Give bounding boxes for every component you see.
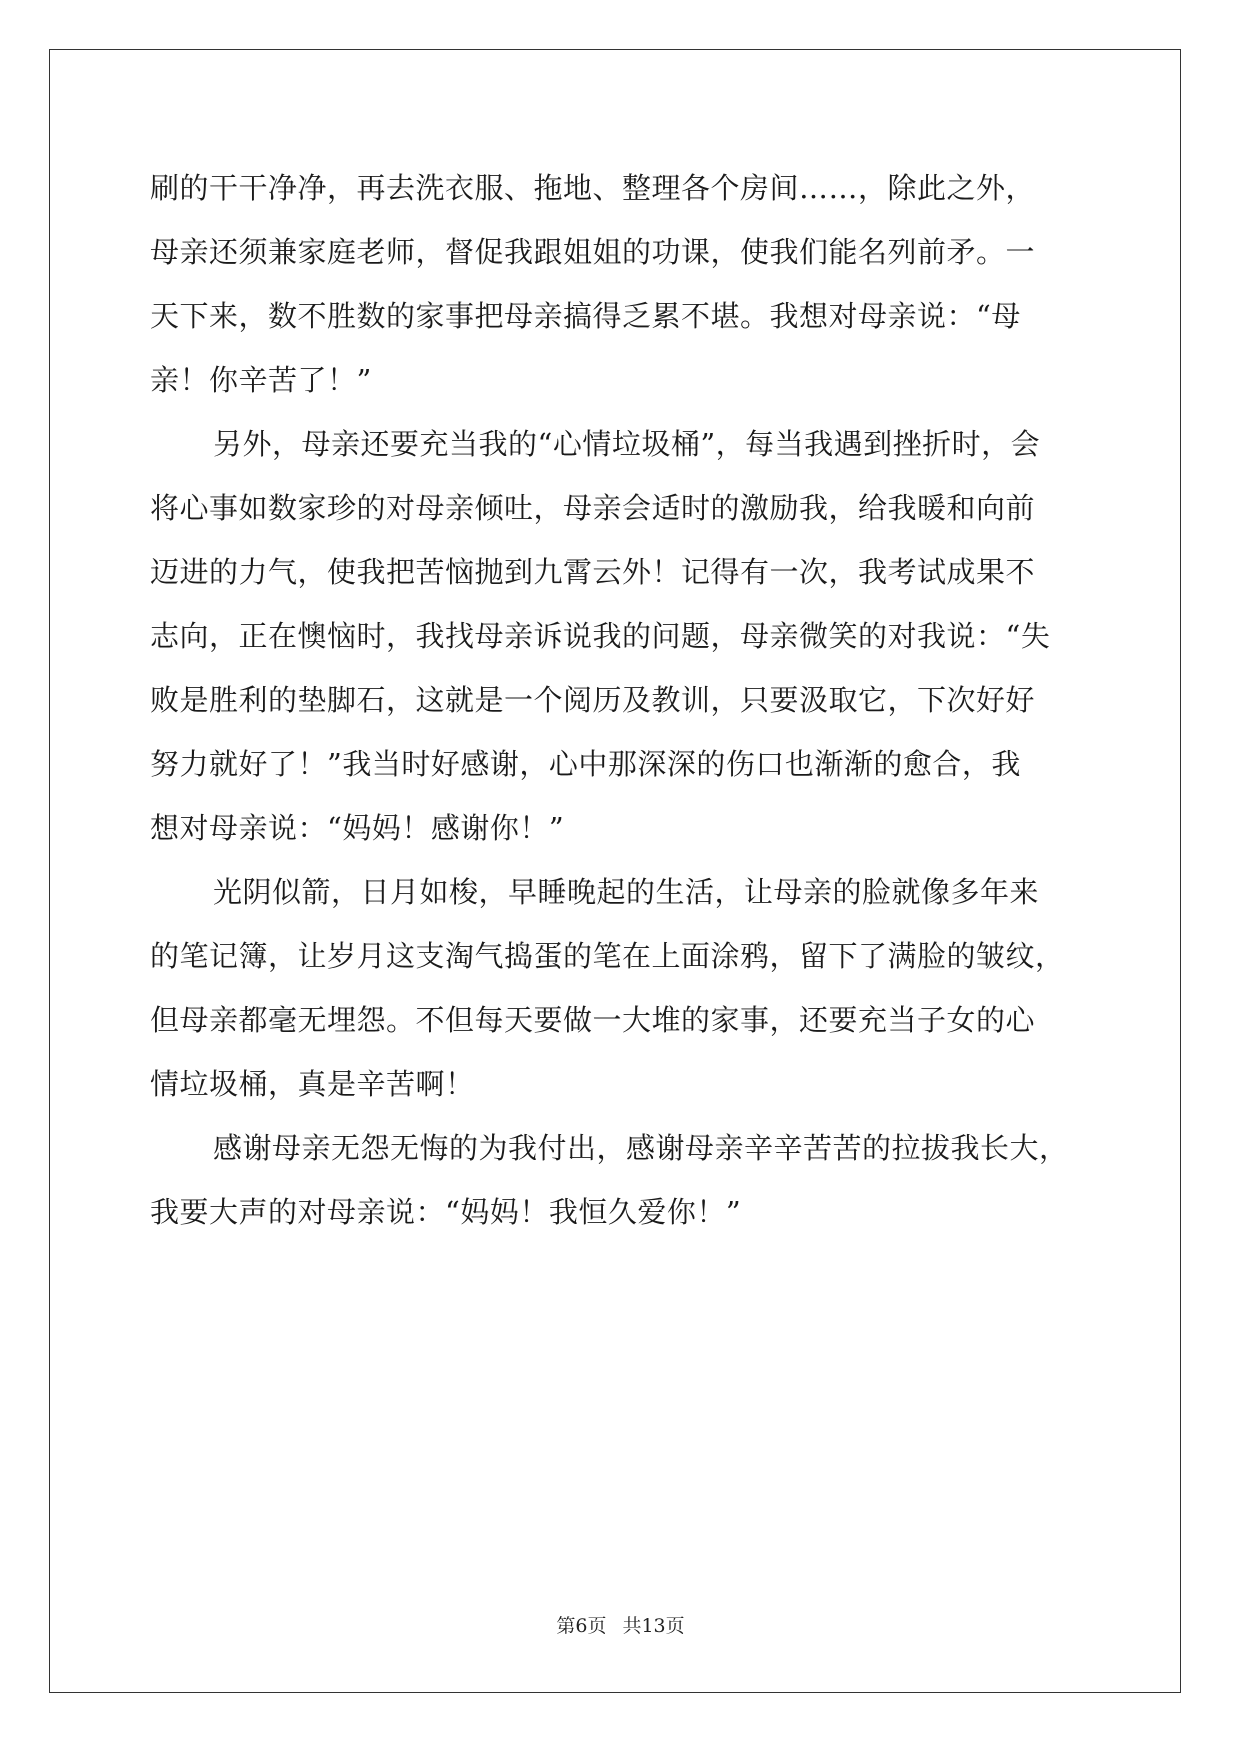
paragraph-first-line: 另外，母亲还要充当我的“心情垃圾桶”，每当我遇到挫折时，会 <box>213 427 1041 461</box>
paragraph-first-line: 感谢母亲无怨无悔的为我付出，感谢母亲辛辛苦苦的拉拔我长大， <box>213 1131 1069 1165</box>
text-line: 努力就好了！”我当时好感谢，心中那深深的伤口也渐渐的愈合，我 <box>150 747 1021 781</box>
text-line: 天下来，数不胜数的家事把母亲搞得乏累不堪。我想对母亲说：“母 <box>150 299 1021 333</box>
text-line: 的笔记簿，让岁月这支淘气捣蛋的笔在上面涂鸦，留下了满脸的皱纹， <box>150 939 1065 973</box>
page-border <box>49 49 1181 1693</box>
text-line: 将心事如数家珍的对母亲倾吐，母亲会适时的激励我，给我暖和向前 <box>150 491 1036 525</box>
page-number: 第6页 <box>556 1615 607 1637</box>
text-line: 败是胜利的垫脚石，这就是一个阅历及教训，只要汲取它，下次好好 <box>150 683 1036 717</box>
text-line: 想对母亲说：“妈妈！感谢你！” <box>150 811 565 845</box>
text-line: 母亲还须兼家庭老师，督促我跟姐姐的功课，使我们能名列前矛。一 <box>150 235 1036 269</box>
text-line: 但母亲都毫无埋怨。不但每天要做一大堆的家事，还要充当子女的心 <box>150 1003 1036 1037</box>
text-line: 情垃圾桶，真是辛苦啊！ <box>150 1067 475 1101</box>
page-footer <box>0 1611 1241 1638</box>
text-line: 刷的干干净净，再去洗衣服、拖地、整理各个房间……，除此之外， <box>150 171 1036 205</box>
text-line: 志向，正在懊恼时，我找母亲诉说我的问题，母亲微笑的对我说：“失 <box>150 619 1051 653</box>
paragraph-first-line: 光阴似箭，日月如梭，早睡晚起的生活，让母亲的脸就像多年来 <box>213 875 1040 909</box>
text-line: 亲！你辛苦了！” <box>150 363 372 397</box>
page-total: 共13页 <box>622 1615 685 1637</box>
text-line: 我要大声的对母亲说：“妈妈！我恒久爱你！” <box>150 1195 742 1229</box>
text-line: 迈进的力气，使我把苦恼抛到九霄云外！记得有一次，我考试成果不 <box>150 555 1036 589</box>
